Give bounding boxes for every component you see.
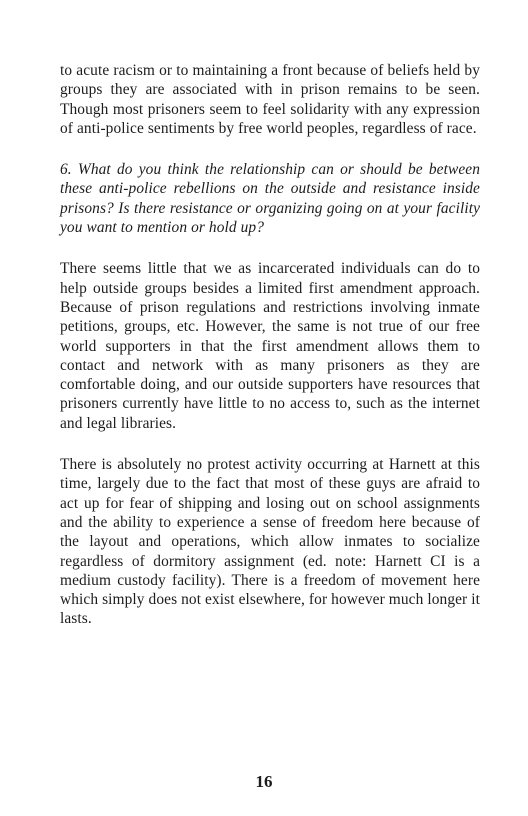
page-body	[60, 61, 480, 651]
paragraph-continuation: to acute racism or to maintaining a front because of beliefs held by groups they are associated with in prison remains to be seen. Though most prisoners seem to feel solidarity with any expression of anti-police sentiments by free world peoples, regardless of race.	[60, 62, 480, 137]
interview-question-6: 6. What do you think the relationship can or should be between these anti-police rebellions on the outside and resistance inside prisons? Is there resistance or organizing going on at your facility you want to mention or hold up?	[60, 161, 480, 237]
answer-paragraph-1: There seems little that we as incarcerated individuals can do to help outside groups besides a limited first amendment approach. Because of prison regulations and restrictions involving inmate petitions, groups, etc. However, the same is not true of our free world supporters in that the first amendment allows them to contact and network with as many prisoners as they are comfortable doing, and our outside supporters have resources that prisoners currently have little to no access to, such as the internet and legal libraries.	[60, 260, 480, 432]
page-number: 16	[255, 772, 273, 791]
answer-paragraph-2: There is absolutely no protest activity occurring at Harnett at this time, largely due to the fact that most of these guys are afraid to act up for fear of shipping and losing out on school assignments and the ability to experience a sense of freedom here because of the layout and operations, which allow inmates to socialize regardless of dormitory assignment (ed. note: Harnett CI is a medium custody facility). There is a freedom of movement here which simply does not exist elsewhere, for however much longer it lasts.	[60, 456, 480, 628]
